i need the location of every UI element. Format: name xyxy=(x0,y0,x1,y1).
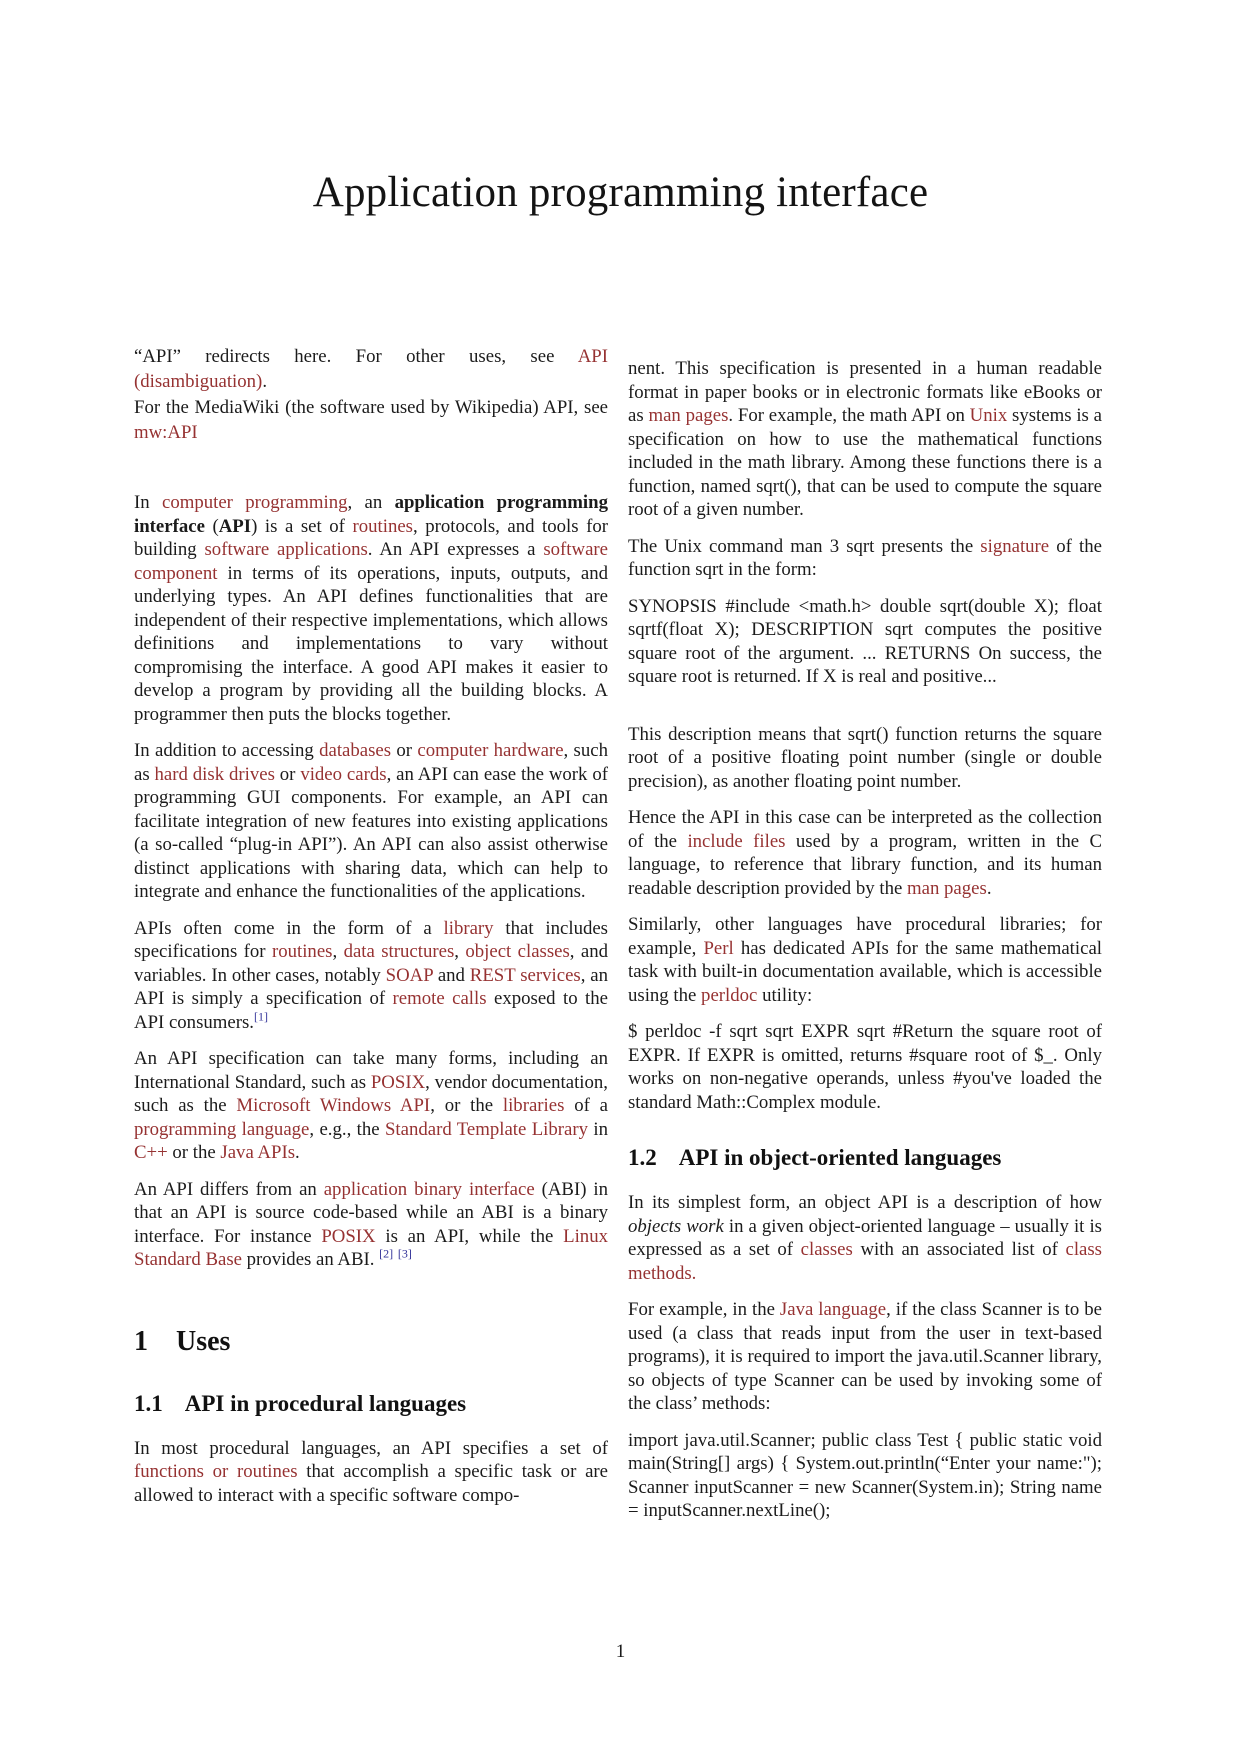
text-run: or xyxy=(274,763,301,785)
text-run: , and variables. In other cases, notably xyxy=(134,941,609,986)
wiki-link[interactable]: perldoc xyxy=(701,984,758,1006)
text-run: API xyxy=(218,515,252,537)
wiki-link[interactable]: Java APIs xyxy=(220,1142,296,1163)
wiki-link[interactable]: software component xyxy=(134,539,609,584)
text-run: Hence the API in this case can be interpreted as the collection of the xyxy=(628,807,1102,852)
paragraph xyxy=(628,535,1102,582)
citation-ref[interactable]: [2] xyxy=(379,1246,394,1261)
wiki-link[interactable]: C++ xyxy=(134,1142,168,1163)
text-run: APIs often come in the form of a xyxy=(134,917,444,939)
citation-ref[interactable]: [1] xyxy=(253,1009,268,1024)
text-run: application programming interface xyxy=(134,492,608,537)
text-run: , xyxy=(454,941,466,962)
text-run: This description means that sqrt() function returns the square root of a positive floating point number (single or double precision), as another floating point number. xyxy=(628,723,1102,792)
text-run: in xyxy=(588,1118,609,1140)
section-title: Uses xyxy=(176,1325,231,1357)
text-run: or the xyxy=(167,1142,221,1163)
text-run: provides an ABI. xyxy=(241,1249,380,1270)
text-run: in terms of its operations, inputs, outputs, and underlying types. An API defines functionalities that are independent of their respective implementations, which allows definitions and implementations to vary without compromising the interface. A good API makes it easier to develop a program by providing all the building blocks. A programmer then puts the blocks together. xyxy=(134,562,608,725)
column-left xyxy=(134,344,608,1523)
wiki-link[interactable]: API (disambiguation) xyxy=(134,346,608,392)
paragraph xyxy=(628,1020,1102,1114)
wiki-link[interactable]: man pages xyxy=(648,405,729,426)
wiki-link[interactable]: SOAP xyxy=(385,964,433,986)
wiki-link[interactable]: computer hardware xyxy=(417,740,564,761)
column-right xyxy=(628,344,1102,1523)
section-number: 1.2 xyxy=(628,1145,657,1170)
wiki-link[interactable]: computer programming xyxy=(161,492,348,513)
text-run: $ perldoc -f sqrt sqrt EXPR sqrt #Return the square root of EXPR. If EXPR is omitted, returns #square root of $_. Only works on non-negative operands, unless #you've loaded the standard Math::Complex module. xyxy=(628,1021,1102,1113)
wiki-link[interactable]: Java language xyxy=(779,1299,887,1320)
wiki-link[interactable]: software applications xyxy=(204,539,368,560)
section-title: API in object-oriented languages xyxy=(678,1145,1002,1170)
wiki-link[interactable]: signature xyxy=(980,535,1050,557)
text-run: , an xyxy=(347,492,395,513)
wiki-link[interactable]: man pages xyxy=(907,877,987,899)
paragraph xyxy=(628,723,1102,794)
wiki-link[interactable]: routines xyxy=(352,515,413,537)
wiki-link[interactable]: programming language xyxy=(134,1118,310,1140)
paragraph xyxy=(134,1437,608,1508)
text-run: An API specification can take many forms, including an International Standard, such as xyxy=(134,1048,608,1093)
text-run: “API” redirects here. For other uses, see xyxy=(134,346,578,367)
text-run: exposed to the API consumers. xyxy=(134,988,608,1033)
text-run: SYNOPSIS #include <math.h> double sqrt(double X); float sqrtf(float X); DESCRIPTION sqrt computes the positive square root of the argument. ... RETURNS On success, the square root is returned. If X is real and positive... xyxy=(628,595,1102,687)
wiki-link[interactable]: Linux Standard Base xyxy=(134,1225,608,1270)
text-run: of the function sqrt in the form: xyxy=(628,535,1102,580)
text-run: utility: xyxy=(757,984,813,1006)
paragraph xyxy=(628,357,1102,522)
text-run: , protocols, and tools for building xyxy=(134,515,609,560)
wiki-link[interactable]: Unix xyxy=(969,405,1008,426)
text-run: of a xyxy=(564,1095,608,1116)
text-run: In its simplest form, an object API is a description of how xyxy=(628,1192,1102,1213)
text-run: , e.g., the xyxy=(309,1118,385,1140)
text-run: that includes specifications for xyxy=(134,917,608,962)
text-run: , vendor documentation, such as the xyxy=(134,1071,608,1116)
text-run: In xyxy=(134,492,162,513)
section-title: API in procedural languages xyxy=(184,1390,467,1416)
text-run: ) is a set of xyxy=(251,515,353,537)
text-run: In most procedural languages, an API specifies a set of xyxy=(134,1437,608,1459)
paragraph xyxy=(134,739,608,904)
wiki-link[interactable]: include files xyxy=(687,830,786,852)
paragraph xyxy=(628,1298,1102,1416)
text-run: , an API is simply a specification of xyxy=(134,964,608,1009)
wiki-link[interactable]: application binary interface xyxy=(323,1178,535,1200)
wiki-link[interactable]: video cards xyxy=(300,763,387,785)
paragraph xyxy=(628,806,1102,900)
two-column-layout xyxy=(134,344,1102,1523)
paragraph xyxy=(134,491,608,726)
paragraph xyxy=(628,913,1102,1007)
hatnote xyxy=(134,344,608,394)
text-run: Similarly, other languages have procedural libraries; for example, xyxy=(628,914,1102,959)
text-run: , xyxy=(332,941,344,962)
text-run: , an API can ease the work of programming GUI components. For example, an API can facilitate integration of new features into existing applications (a so-called “plug-in API”). An API can also assist otherwise distinct applications with sharing data, which can help to integrate and enhance the functionalities of the applications. xyxy=(134,763,608,902)
text-run: nent. This specification is presented in a human readable format in paper books or in electronic formats like eBooks or as xyxy=(628,358,1102,426)
wiki-link[interactable]: library xyxy=(443,917,494,939)
wiki-link[interactable]: REST services xyxy=(469,964,581,986)
text-run: ( xyxy=(204,515,219,537)
wiki-link[interactable]: hard disk drives xyxy=(154,763,275,785)
text-run: that accomplish a specific task or are allowed to interact with a specific software compo- xyxy=(134,1461,608,1506)
text-run: is an API, while the xyxy=(375,1225,564,1247)
wiki-link[interactable]: object classes xyxy=(465,941,570,962)
wiki-link[interactable]: classes xyxy=(800,1239,853,1260)
wiki-link[interactable]: functions or routines xyxy=(134,1461,298,1482)
wiki-link[interactable]: remote calls xyxy=(392,988,487,1009)
text-run: . xyxy=(295,1142,300,1163)
wiki-link[interactable]: Perl xyxy=(703,937,734,959)
section-number: 1 xyxy=(134,1325,148,1357)
text-run: used by a program, written in the C language, to reference that library function, and its human readable description provided by the xyxy=(628,830,1102,899)
wiki-link[interactable]: data structures xyxy=(343,941,455,962)
text-run: in a given object-oriented language – usually it is expressed as a set of xyxy=(628,1215,1102,1260)
text-run: An API differs from an xyxy=(134,1178,324,1200)
wiki-link[interactable]: POSIX xyxy=(370,1071,426,1093)
wiki-link[interactable]: Microsoft Windows API xyxy=(236,1095,431,1116)
wiki-link[interactable]: Standard Template Library xyxy=(384,1118,589,1140)
citation-ref[interactable]: [3] xyxy=(397,1246,412,1261)
wiki-link[interactable]: POSIX xyxy=(321,1225,376,1247)
paragraph xyxy=(628,1191,1102,1285)
section-number: 1.1 xyxy=(134,1390,163,1416)
text-run: . xyxy=(986,877,992,899)
text-run: For example, in the xyxy=(628,1299,780,1320)
paragraph xyxy=(134,1047,608,1165)
text-run: and xyxy=(432,964,470,986)
wiki-link[interactable]: routines xyxy=(271,941,333,962)
text-run: , such as xyxy=(134,740,608,785)
text-run: . For example, the math API on xyxy=(728,405,970,426)
paragraph xyxy=(134,917,608,1035)
text-run: . An API expresses a xyxy=(367,539,544,560)
page-number: 1 xyxy=(615,1641,626,1662)
text-run: The Unix command man 3 sqrt presents the xyxy=(628,535,981,557)
hatnote xyxy=(134,395,608,445)
section-heading xyxy=(134,1390,608,1417)
wiki-link[interactable]: mw:API xyxy=(134,422,198,443)
wiki-link[interactable]: libraries xyxy=(502,1095,565,1116)
text-run: For the MediaWiki (the software used by Wikipedia) API, see xyxy=(134,397,608,418)
page-title: Application programming interface xyxy=(312,169,929,216)
wiki-link[interactable]: class methods. xyxy=(628,1239,1102,1284)
text-run: , or the xyxy=(430,1095,503,1116)
section-heading xyxy=(134,1326,608,1358)
text-run: has dedicated APIs for the same mathematical task with built-in documentation available, which is accessible using the xyxy=(628,937,1103,1006)
paragraph xyxy=(134,1178,608,1272)
section-heading xyxy=(628,1144,1102,1171)
text-run: systems is a specification on how to use the mathematical functions included in the math library. Among these functions there is a function, named sqrt(), that can be used to compute the square root of a given number. xyxy=(628,405,1103,520)
text-run: objects work xyxy=(628,1215,724,1237)
text-run: with an associated list of xyxy=(852,1239,1066,1260)
paragraph xyxy=(628,1429,1102,1523)
text-run: import java.util.Scanner; public class Test { public static void main(String[] args) { System.out.println(“Enter your name:"); Scanner inputScanner = new Scanner(System.in); String name = inputScanner.nextLine(); xyxy=(628,1429,1102,1521)
wiki-link[interactable]: databases xyxy=(319,740,392,761)
text-run: , if the class Scanner is to be used (a class that reads input from the user in text-based programs), it is required to import the java.util.Scanner library, so objects of type Scanner can be used by invoking some of the class’ methods: xyxy=(628,1299,1102,1414)
text-run: In addition to accessing xyxy=(134,740,320,761)
text-run: (ABI) in that an API is source code-based while an ABI is a binary interface. For instance xyxy=(134,1178,608,1247)
paragraph xyxy=(628,595,1102,689)
text-run: . xyxy=(262,371,268,392)
text-run: or xyxy=(391,740,418,761)
